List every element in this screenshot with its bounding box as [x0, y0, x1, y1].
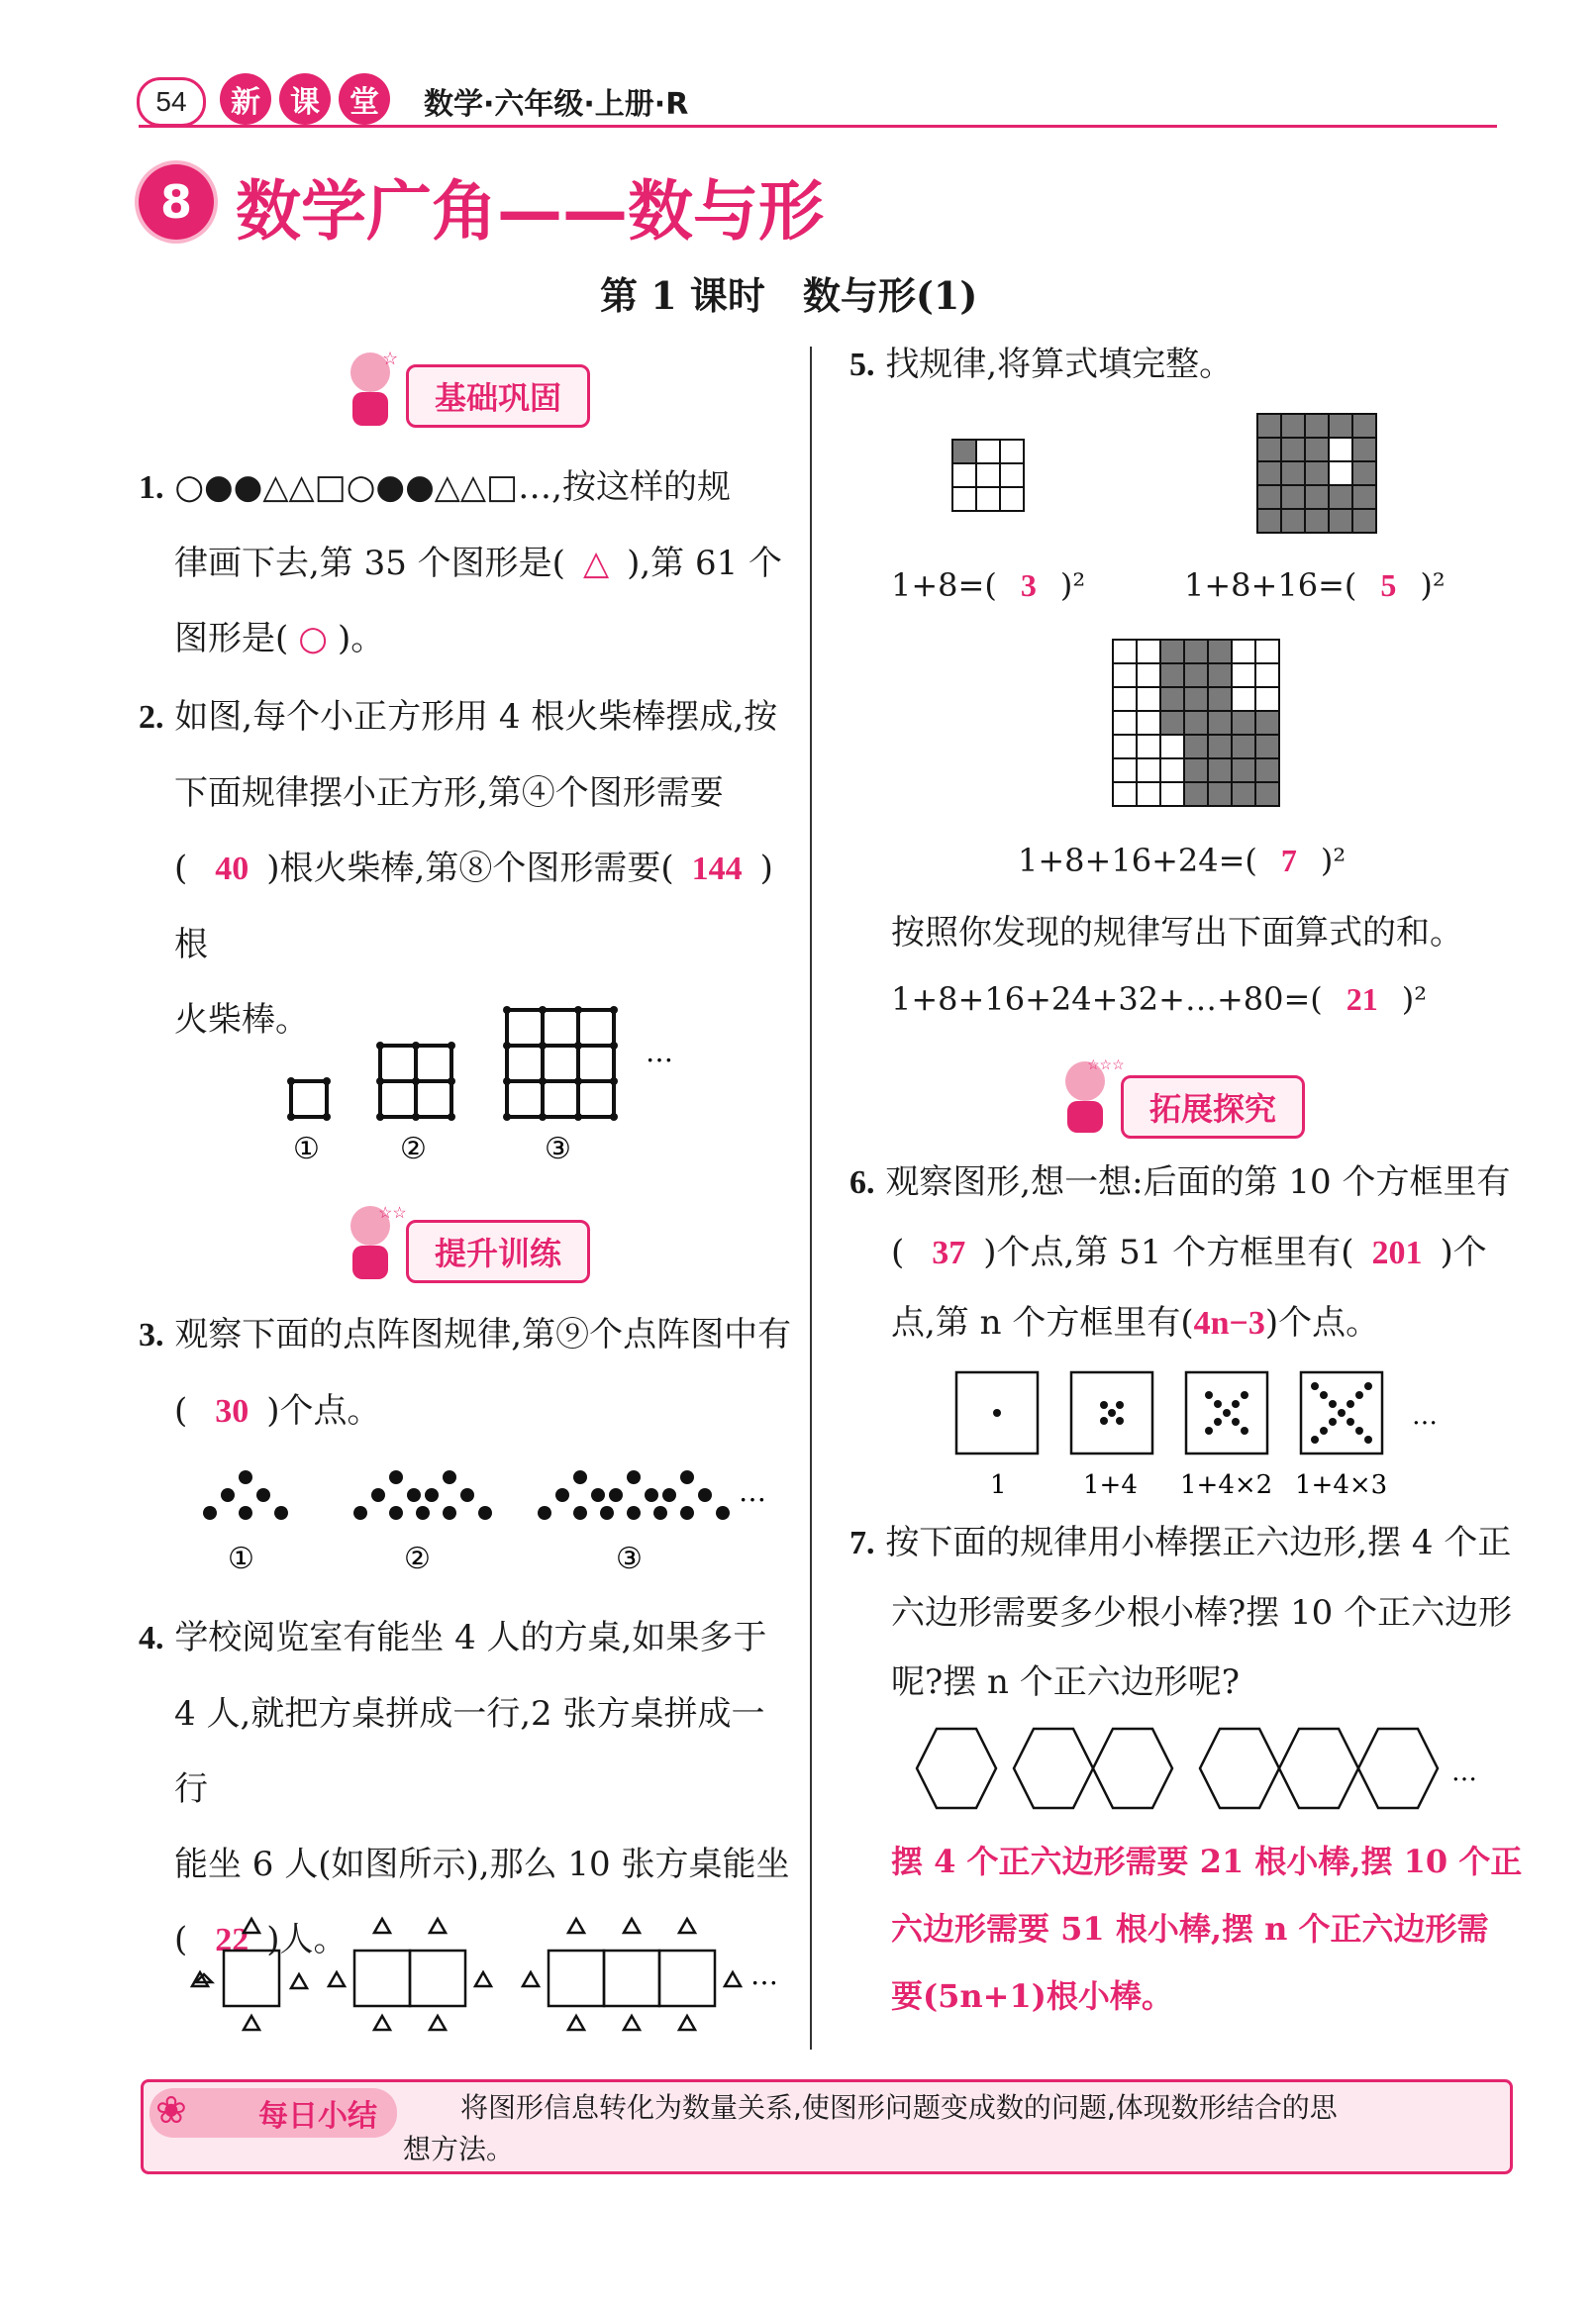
q7-ellipsis: … — [1451, 1757, 1477, 1787]
q4-table-1 — [192, 1919, 307, 2030]
q4-number: 4. — [139, 1620, 164, 1656]
q5-eq2-text: 1+8+16=( — [1184, 566, 1357, 604]
q1-line2b: ),第 61 个 — [627, 544, 783, 583]
q7-line3: 呢?摆 n 个正六边形呢? — [891, 1662, 1240, 1702]
q4-ellipsis: … — [750, 1958, 778, 1991]
q6-answer-1: 37 — [932, 1235, 966, 1271]
q5-eq4-close: )² — [1401, 980, 1428, 1018]
q2-line3c: )根 — [174, 849, 773, 964]
q5-eq-4 — [891, 980, 1427, 1018]
q4-table-2 — [329, 1919, 491, 2030]
page-header — [137, 69, 1503, 129]
q5-answer-4: 21 — [1346, 981, 1378, 1017]
q5-eq2-close: )² — [1420, 566, 1446, 604]
q1-line3a: 图形是( — [174, 619, 289, 658]
page-number — [137, 77, 206, 127]
q2-label-1: ① — [293, 1132, 320, 1166]
q2-answer-1: 40 — [215, 851, 249, 887]
q2-line3a: ( — [174, 849, 188, 888]
q2-line3b: )根火柴棒,第⑧个图形需要( — [266, 849, 674, 888]
q3-line2a: ( — [174, 1391, 188, 1431]
q2-line2: 下面规律摆小正方形,第④个图形需要 — [174, 773, 724, 813]
brand-char-text: 新 — [231, 85, 260, 120]
section-basic-label: 基础巩固 — [434, 379, 561, 417]
brand-char-2 — [279, 73, 331, 125]
q6 — [849, 1145, 1523, 1361]
section-basic-badge — [406, 364, 590, 428]
q4-line1: 学校阅览室有能坐 4 人的方桌,如果多于 — [174, 1618, 767, 1657]
q6-line2a: ( — [891, 1233, 905, 1272]
q4-line4a: ( — [174, 1920, 188, 1959]
q7-hex-1 — [917, 1729, 996, 1808]
daily-summary-line1: 将图形信息转化为数量关系,使图形问题变成数的问题,体现数形结合的思 — [460, 2091, 1338, 2124]
q4-answer: 22 — [215, 1922, 249, 1958]
q2-label-3: ③ — [545, 1132, 571, 1166]
daily-summary-box — [141, 2079, 1513, 2174]
q3-triangle-3 — [538, 1470, 730, 1520]
q1 — [139, 450, 792, 676]
q3-line1: 观察下面的点阵图规律,第⑨个点阵图中有 — [174, 1315, 792, 1354]
q7-answer-line3: 要(5n+1)根小棒。 — [891, 1977, 1173, 2015]
q5-answer-3: 7 — [1280, 843, 1297, 878]
q4-line2: 4 人,就把方桌拼成一行,2 张方桌拼成一行 — [174, 1694, 765, 1809]
brand-char-text: 课 — [290, 85, 320, 120]
q3-line2b: )个点。 — [266, 1391, 381, 1431]
lion-icon: ❀ — [155, 2088, 187, 2132]
unit-number: 8 — [159, 175, 192, 229]
q3-answer: 30 — [215, 1393, 249, 1430]
q5-intro — [849, 327, 1503, 403]
q6-dot-box-figure — [950, 1366, 1446, 1505]
daily-summary-title: 每日小结 — [258, 2099, 377, 2134]
svg-text:☆☆: ☆☆ — [378, 1203, 407, 1222]
q7-answer — [891, 1828, 1525, 2030]
q7-hex-group-2 — [1014, 1729, 1172, 1808]
q6-line2c: )个 — [1440, 1233, 1487, 1272]
q3-number: 3. — [139, 1317, 164, 1354]
daily-summary-label — [150, 2088, 397, 2138]
q2-matchstick-figure — [277, 990, 713, 1168]
q4-table-3 — [523, 1919, 741, 2030]
q6-line2b: )个点,第 51 个方框里有( — [983, 1233, 1354, 1272]
brand-char-text: 堂 — [349, 85, 379, 120]
page-number-text: 54 — [155, 86, 187, 117]
q3 — [139, 1297, 792, 1450]
q3-dot-figure — [188, 1455, 782, 1584]
q7-line1: 按下面的规律用小棒摆正六边形,摆 4 个正 — [885, 1523, 1512, 1562]
q7-answer-line2: 六边形需要 51 根小棒,摆 n 个正六边形需 — [891, 1910, 1489, 1948]
q5-answer-2: 5 — [1380, 567, 1397, 603]
q2-answer-2: 144 — [691, 851, 743, 887]
q3-label-3: ③ — [616, 1542, 643, 1576]
q6-label-4: 1+4×3 — [1295, 1470, 1388, 1500]
q3-triangle-1 — [203, 1470, 288, 1520]
unit-title: 数学广角——数与形 — [236, 173, 824, 250]
subject-label: 数学·六年级·上册·R — [424, 87, 689, 122]
section-basic-icon — [343, 349, 398, 428]
q2-label-2: ② — [400, 1132, 427, 1166]
q7-hex-group-3 — [1200, 1729, 1438, 1808]
q5-number: 5. — [849, 347, 875, 383]
brand-char-1 — [220, 73, 271, 125]
q5-eq-1 — [891, 566, 1085, 604]
q6-label-1: 1 — [990, 1470, 1007, 1500]
q5-eq1-close: )² — [1059, 566, 1086, 604]
q5-eq1-text: 1+8=( — [891, 566, 997, 604]
q4-line4b: )人。 — [266, 1920, 348, 1959]
q3-triangle-2 — [353, 1470, 492, 1520]
section-improve-badge — [406, 1220, 590, 1283]
q3-label-2: ② — [404, 1542, 431, 1576]
q5-eq3-close: )² — [1320, 842, 1347, 879]
lesson-title: 第 1 课时 数与形(1) — [600, 273, 978, 318]
q5-eq4-text: 1+8+16+24+32+…+80=( — [891, 980, 1323, 1018]
q1-answer-1: △ — [582, 544, 610, 583]
q7-line2: 六边形需要多少根小棒?摆 10 个正六边形 — [891, 1593, 1513, 1633]
section-extend-icon — [1057, 1055, 1125, 1135]
q2-square-1 — [291, 1081, 327, 1117]
q1-number: 1. — [139, 469, 164, 506]
q5-eq3-text: 1+8+16+24=( — [1018, 842, 1257, 879]
q3-label-1: ① — [228, 1542, 254, 1576]
q2-line1: 如图,每个小正方形用 4 根火柴棒摆成,按 — [174, 697, 778, 737]
q2-number: 2. — [139, 699, 164, 736]
q7-hexagon-figure — [911, 1723, 1485, 1822]
q3-ellipsis: … — [739, 1475, 766, 1508]
q6-label-3: 1+4×2 — [1180, 1470, 1273, 1500]
q7-number: 7. — [849, 1525, 875, 1561]
q2-line4: 火柴棒。 — [174, 1000, 309, 1040]
q6-answer-3: 4n−3 — [1193, 1305, 1265, 1342]
svg-text:☆: ☆ — [382, 349, 399, 369]
svg-text:☆☆☆: ☆☆☆ — [1087, 1057, 1125, 1073]
q5-line1: 找规律,将算式填完整。 — [885, 345, 1234, 384]
q2-ellipsis: … — [646, 1036, 673, 1068]
q5-grid-figure-1 — [952, 440, 1026, 513]
q1-line3b: )。 — [337, 619, 385, 658]
q5-answer-1: 3 — [1020, 567, 1037, 603]
q2-square-3 — [507, 1010, 614, 1117]
q6-line3b: )个点。 — [1264, 1303, 1380, 1343]
q6-line1: 观察图形,想一想:后面的第 10 个方框里有 — [885, 1162, 1511, 1202]
q7-answer-line1: 摆 4 个正六边形需要 21 根小棒,摆 10 个正 — [891, 1843, 1523, 1880]
q6-number: 6. — [849, 1164, 875, 1201]
q5-eq-3 — [1018, 842, 1346, 879]
q7 — [849, 1505, 1523, 1720]
q6-label-2: 1+4 — [1083, 1470, 1138, 1500]
q5-grid-figure-2 — [1257, 414, 1380, 537]
q6-answer-2: 201 — [1371, 1235, 1423, 1271]
section-extend-label: 拓展探究 — [1148, 1090, 1276, 1128]
q4-table-figure — [188, 1911, 802, 2050]
section-improve-icon — [343, 1202, 407, 1281]
q1-answer-2: ○ — [298, 619, 328, 658]
q4-line3: 能坐 6 人(如图所示),那么 10 张方桌能坐 — [174, 1845, 790, 1884]
column-divider — [810, 347, 812, 2050]
q6-line3a: 点,第 n 个方框里有( — [891, 1303, 1194, 1343]
q1-line2a: 律画下去,第 35 个图形是( — [174, 544, 565, 583]
header-rule — [139, 125, 1497, 128]
q6-ellipsis: … — [1412, 1401, 1438, 1431]
section-improve-label: 提升训练 — [434, 1235, 561, 1272]
q5-grid-figure-3 — [1113, 640, 1283, 810]
daily-summary-line2: 想方法。 — [403, 2133, 515, 2165]
unit-number-badge — [139, 164, 214, 240]
q1-line1: ○●●△△□○●●△△□…,按这样的规 — [174, 467, 731, 507]
section-extend-badge — [1121, 1075, 1305, 1139]
brand-char-3 — [339, 73, 390, 125]
q5-eq-2 — [1184, 566, 1446, 604]
q5-line2: 按照你发现的规律写出下面算式的和。 — [891, 913, 1463, 953]
